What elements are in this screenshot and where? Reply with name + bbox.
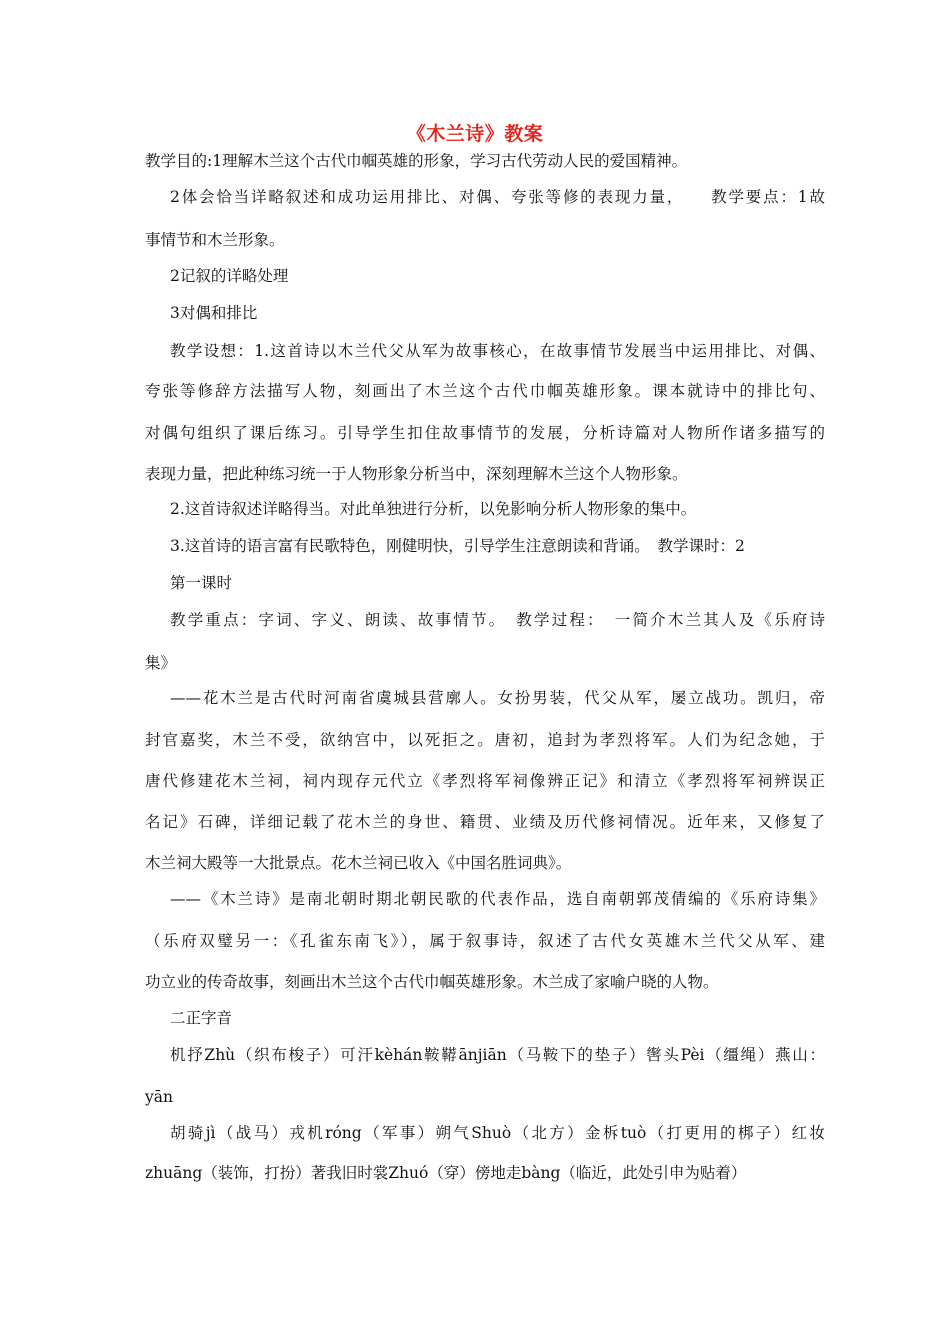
text-line: 机抒Zhù（织布梭子）可汗kèhán鞍鞯ānjiān（马鞍下的垫子）辔头Pèi（缰绳）燕山：: [170, 1046, 825, 1064]
text-line: ——花木兰是古代时河南省虞城县营廓人。女扮男装，代父从军，屡立战功。凯归，帝: [170, 689, 825, 707]
text-line: 教学设想：1.这首诗以木兰代父从军为故事核心，在故事情节发展当中运用排比、对偶、: [170, 342, 825, 360]
text-line: （乐府双璧另一：《孔雀东南飞》），属于叙事诗，叙述了古代女英雄木兰代父从军、建: [145, 932, 825, 950]
text-line: 对偶句组织了课后练习。引导学生扣住故事情节的发展，分析诗篇对人物所作诸多描写的: [145, 424, 825, 442]
text-line: 唐代修建花木兰祠，祠内现存元代立《孝烈将军祠像辨正记》和清立《孝烈将军祠辨误正: [145, 772, 825, 790]
document-title: 《木兰诗》教案: [406, 123, 544, 145]
text-line: ——《木兰诗》是南北朝时期北朝民歌的代表作品，选自南朝郭茂倩编的《乐府诗集》: [170, 890, 825, 908]
text-line: 夸张等修辞方法描写人物，刻画出了木兰这个古代巾帼英雄形象。课本就诗中的排比句、: [145, 382, 825, 400]
text-line: 名记》石碑，详细记载了花木兰的身世、籍贯、业绩及历代修祠情况。近年来，又修复了: [145, 813, 825, 831]
text-line: 2记叙的详略处理: [170, 267, 289, 285]
text-line: 2体会恰当详略叙述和成功运用排比、对偶、夸张等修的表现力量， 教学要点：1故: [170, 188, 825, 206]
text-line: 二正字音: [170, 1009, 233, 1027]
text-line: 木兰祠大殿等一大批景点。花木兰祠已收入《中国名胜词典》。: [145, 854, 572, 872]
text-line: 教学目的:1理解木兰这个古代巾帼英雄的形象，学习古代劳动人民的爱国精神。: [145, 152, 688, 170]
text-line: 3.这首诗的语言富有民歌特色，刚健明快，引导学生注意朗读和背诵。 教学课时：2: [170, 537, 745, 555]
text-line: 功立业的传奇故事，刻画出木兰这个古代巾帼英雄形象。木兰成了家喻户晓的人物。: [145, 973, 719, 991]
text-line: 3对偶和排比: [170, 304, 258, 322]
text-line: 封官嘉奖，木兰不受，欲纳宫中，以死拒之。唐初，追封为孝烈将军。人们为纪念她，于: [145, 731, 825, 749]
text-line: 第一课时: [170, 574, 233, 592]
text-line: 事情节和木兰形象。: [145, 231, 285, 249]
text-line: yān: [145, 1088, 173, 1106]
text-line: 表现力量，把此种练习统一于人物形象分析当中，深刻理解木兰这个人物形象。: [145, 465, 688, 483]
text-line: 集》: [145, 654, 177, 672]
text-line: 2.这首诗叙述详略得当。对此单独进行分析，以免影响分析人物形象的集中。: [170, 500, 697, 518]
text-line: zhuāng（装饰，打扮）著我旧时裳Zhuó（穿）傍地走bàng（临近，此处引申为贴着）: [145, 1164, 747, 1182]
text-line: 胡骑jì（战马）戎机róng（军事）朔气Shuò（北方）金柝tuò（打更用的梆子）红妆: [170, 1124, 825, 1142]
text-line: 教学重点：字词、字义、朗读、故事情节。 教学过程： 一简介木兰其人及《乐府诗: [170, 611, 825, 629]
